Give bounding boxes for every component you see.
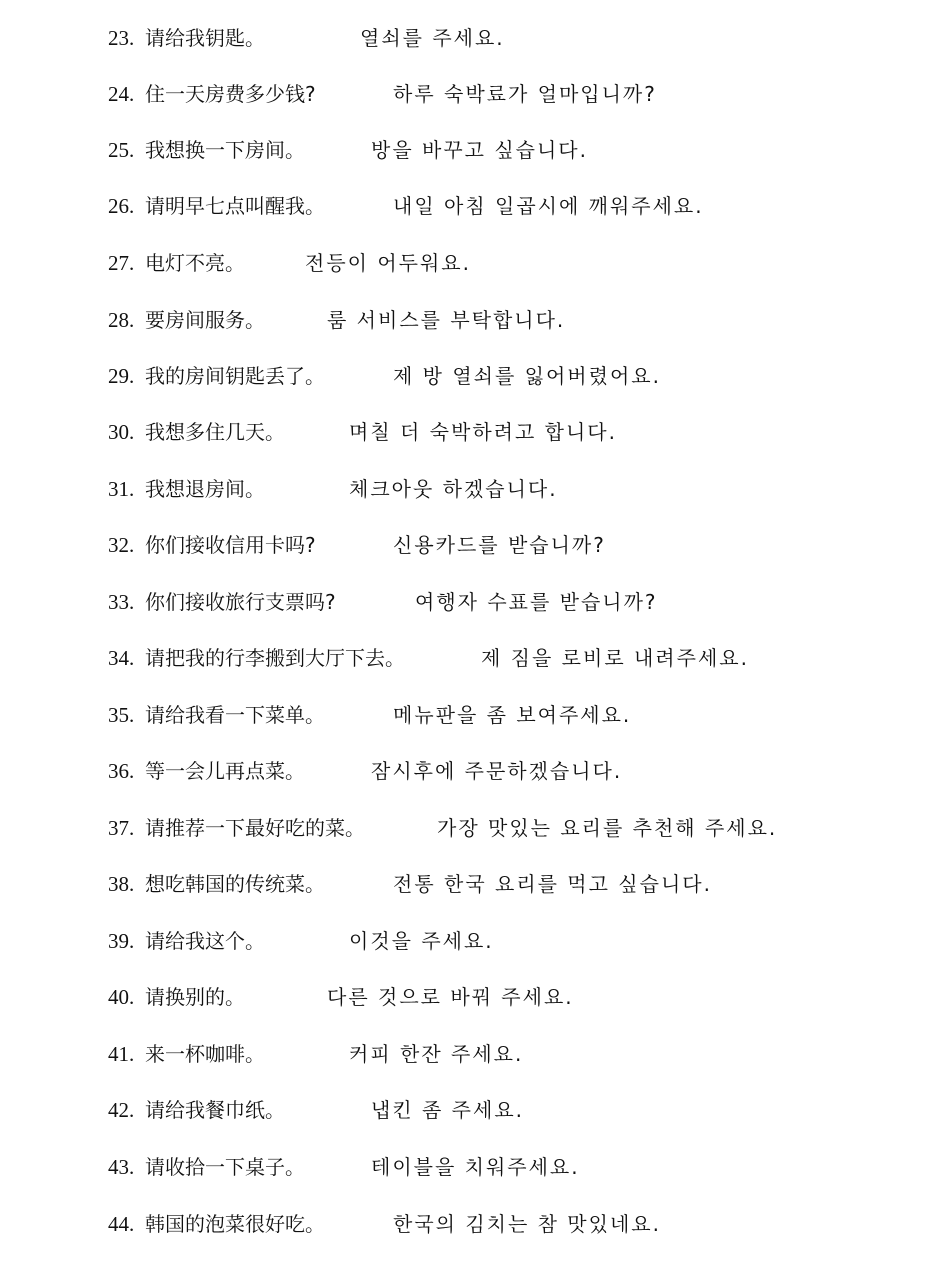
chinese-phrase: 我的房间钥匙丢了。 <box>145 364 325 388</box>
phrase-row <box>0 74 935 114</box>
phrase-row <box>0 1034 935 1074</box>
korean-phrase: 잠시후에 주문하겠습니다. <box>371 759 623 783</box>
korean-phrase: 전등이 어두워요. <box>305 251 471 275</box>
korean-phrase: 커피 한잔 주세요. <box>349 1042 524 1066</box>
phrase-row <box>0 1090 935 1130</box>
phrase-number: 30. <box>108 420 135 444</box>
phrase-number: 38. <box>108 872 135 896</box>
phrase-row <box>0 300 935 340</box>
phrase-number: 37. <box>108 816 135 840</box>
phrase-row <box>0 977 935 1017</box>
chinese-phrase: 请给我钥匙。 <box>145 26 265 50</box>
phrase-number: 33. <box>108 590 135 614</box>
chinese-phrase: 请收拾一下桌子。 <box>145 1155 305 1179</box>
phrase-number: 35. <box>108 703 135 727</box>
phrase-number: 29. <box>108 364 135 388</box>
phrase-number: 41. <box>108 1042 135 1066</box>
phrase-row <box>0 582 935 622</box>
chinese-phrase: 韩国的泡菜很好吃。 <box>145 1212 325 1236</box>
phrase-row <box>0 18 935 58</box>
phrase-number: 31. <box>108 477 135 501</box>
korean-phrase: 냅킨 좀 주세요. <box>371 1098 524 1122</box>
korean-phrase: 테이블을 치워주세요. <box>371 1155 580 1179</box>
phrase-row <box>0 808 935 848</box>
phrase-number: 32. <box>108 533 135 557</box>
phrase-number: 42. <box>108 1098 135 1122</box>
chinese-phrase: 你们接收旅行支票吗? <box>145 590 336 614</box>
korean-phrase: 열쇠를 주세요. <box>360 26 505 50</box>
phrase-row <box>0 525 935 565</box>
korean-phrase: 방을 바꾸고 싶습니다. <box>371 138 588 162</box>
chinese-phrase: 请换别的。 <box>145 985 245 1009</box>
phrase-number: 27. <box>108 251 135 275</box>
korean-phrase: 제 방 열쇠를 잃어버렸어요. <box>393 364 661 388</box>
phrase-number: 36. <box>108 759 135 783</box>
korean-phrase: 내일 아침 일곱시에 깨워주세요. <box>393 194 704 218</box>
phrase-row <box>0 751 935 791</box>
chinese-phrase: 等一会儿再点菜。 <box>145 759 305 783</box>
chinese-phrase: 来一杯咖啡。 <box>145 1042 265 1066</box>
phrase-row <box>0 638 935 678</box>
phrase-row <box>0 864 935 904</box>
phrase-number: 43. <box>108 1155 135 1179</box>
chinese-phrase: 请给我看一下菜单。 <box>145 703 325 727</box>
chinese-phrase: 住一天房费多少钱? <box>145 82 316 106</box>
phrase-row <box>0 469 935 509</box>
phrase-number: 44. <box>108 1212 135 1236</box>
phrase-number: 28. <box>108 308 135 332</box>
chinese-phrase: 请明早七点叫醒我。 <box>145 194 325 218</box>
chinese-phrase: 我想退房间。 <box>145 477 265 501</box>
phrase-row <box>0 243 935 283</box>
phrase-number: 23. <box>108 26 135 50</box>
chinese-phrase: 要房间服务。 <box>145 308 265 332</box>
chinese-phrase: 我想换一下房间。 <box>145 138 305 162</box>
phrase-row <box>0 356 935 396</box>
chinese-phrase: 我想多住几天。 <box>145 420 285 444</box>
chinese-phrase: 请把我的行李搬到大厅下去。 <box>145 646 405 670</box>
korean-phrase: 룸 서비스를 부탁합니다. <box>327 308 566 332</box>
chinese-phrase: 请推荐一下最好吃的菜。 <box>145 816 365 840</box>
korean-phrase: 이것을 주세요. <box>349 929 494 953</box>
korean-phrase: 한국의 김치는 참 맛있네요. <box>393 1212 661 1236</box>
phrase-row <box>0 130 935 170</box>
phrase-row <box>0 186 935 226</box>
korean-phrase: 체크아웃 하겠습니다. <box>349 477 558 501</box>
korean-phrase: 메뉴판을 좀 보여주세요. <box>393 703 632 727</box>
chinese-phrase: 请给我餐巾纸。 <box>145 1098 285 1122</box>
chinese-phrase: 电灯不亮。 <box>145 251 245 275</box>
korean-phrase: 신용카드를 받습니까? <box>393 533 606 557</box>
phrase-number: 40. <box>108 985 135 1009</box>
korean-phrase: 다른 것으로 바꿔 주세요. <box>327 985 574 1009</box>
phrase-row <box>0 921 935 961</box>
phrase-number: 26. <box>108 194 135 218</box>
phrase-row <box>0 412 935 452</box>
korean-phrase: 제 짐을 로비로 내려주세요. <box>481 646 749 670</box>
chinese-phrase: 你们接收信用卡吗? <box>145 533 316 557</box>
chinese-phrase: 想吃韩国的传统菜。 <box>145 872 325 896</box>
phrase-row <box>0 1204 935 1244</box>
chinese-phrase: 请给我这个。 <box>145 929 265 953</box>
phrase-number: 25. <box>108 138 135 162</box>
phrase-number: 24. <box>108 82 135 106</box>
korean-phrase: 하루 숙박료가 얼마입니까? <box>393 82 657 106</box>
phrase-number: 34. <box>108 646 135 670</box>
phrase-number: 39. <box>108 929 135 953</box>
korean-phrase: 여행자 수표를 받습니까? <box>415 590 658 614</box>
korean-phrase: 전통 한국 요리를 먹고 싶습니다. <box>393 872 712 896</box>
phrase-row <box>0 1147 935 1187</box>
phrase-row <box>0 695 935 735</box>
korean-phrase: 가장 맛있는 요리를 추천해 주세요. <box>437 816 778 840</box>
korean-phrase: 며칠 더 숙박하려고 합니다. <box>349 420 617 444</box>
